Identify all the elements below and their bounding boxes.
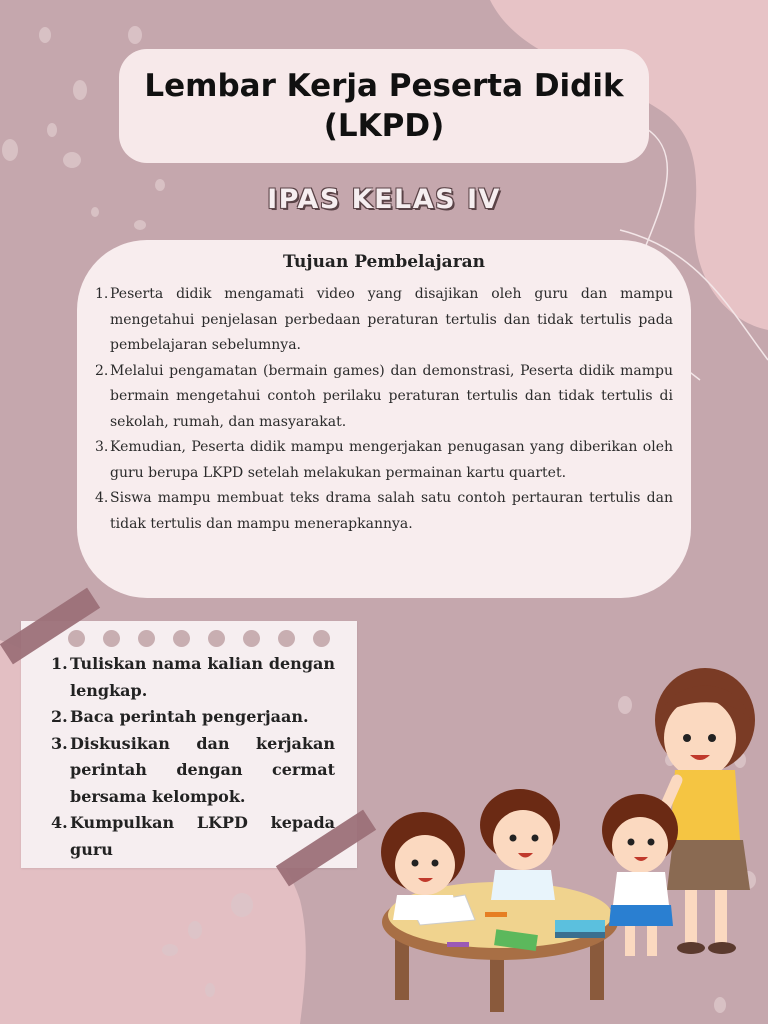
list-item [95, 486, 673, 537]
subtitle: IPAS KELAS IV [267, 184, 501, 215]
hole-decoration [243, 630, 260, 647]
item-number: 3. [95, 439, 109, 455]
item-number: 4. [51, 813, 68, 832]
instructions-note [21, 621, 357, 868]
list-item [51, 651, 335, 704]
hole-decoration [313, 630, 330, 647]
hole-decoration [68, 630, 85, 647]
learning-goals-list [95, 282, 673, 537]
hole-decoration [278, 630, 295, 647]
item-text: Tuliskan nama kalian dengan lengkap. [70, 654, 335, 700]
item-text: Peserta didik mengamati video yang disajikan oleh guru dan mampu mengetahui penjelasan perbedaan peraturan tertulis dan tidak tertulis pada pembelajaran sebelumnya. [110, 286, 673, 353]
student-girl-illustration [381, 812, 465, 920]
list-item [95, 435, 673, 486]
item-text: Diskusikan dan kerjakan perintah dengan cermat bersama kelompok. [70, 733, 335, 806]
item-text: Baca perintah pengerjaan. [70, 707, 309, 726]
list-item [95, 359, 673, 436]
notebook-holes [68, 630, 330, 647]
hole-decoration [173, 630, 190, 647]
instructions-list [51, 651, 335, 863]
item-number: 2. [95, 362, 109, 379]
hole-decoration [138, 630, 155, 647]
item-text: Kemudian, Peserta didik mampu mengerjakan penugasan yang diberikan oleh guru berupa LKPD setelah melakukan permainan kartu quartet. [110, 439, 673, 481]
item-number: 1. [51, 654, 68, 673]
title-card [119, 49, 649, 163]
classroom-illustration [355, 660, 768, 1024]
item-number: 2. [51, 707, 68, 726]
item-number: 4. [95, 490, 109, 506]
item-number: 1. [95, 286, 109, 302]
list-item [51, 731, 335, 811]
page-title: Lembar Kerja Peserta Didik (LKPD) [144, 68, 624, 144]
list-item [51, 704, 335, 731]
item-text: Siswa mampu membuat teks drama salah satu contoh pertauran tertulis dan tidak tertulis dan mampu menerapkannya. [110, 490, 673, 532]
item-text: Kumpulkan LKPD kepada guru [70, 813, 335, 859]
hole-decoration [103, 630, 120, 647]
learning-goals-card [77, 240, 691, 598]
hole-decoration [208, 630, 225, 647]
list-item [95, 282, 673, 359]
item-text: Melalui pengamatan (bermain games) dan demonstrasi, Peserta didik mampu bermain mengetahui contoh perilaku peraturan tertulis dan tidak tertulis di sekolah, rumah, dan masyarakat. [110, 362, 673, 430]
item-number: 3. [51, 733, 68, 753]
learning-goals-heading: Tujuan Pembelajaran [282, 252, 486, 272]
